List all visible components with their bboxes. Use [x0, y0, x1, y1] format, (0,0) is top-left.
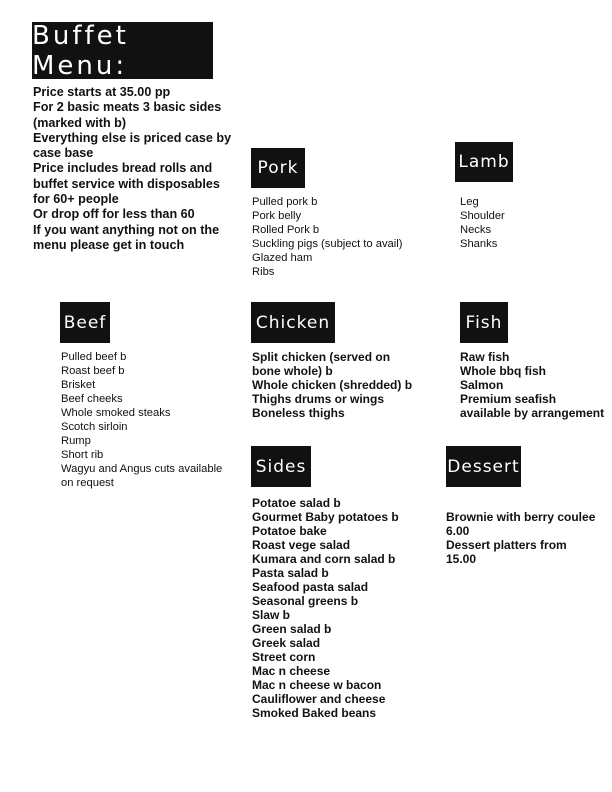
list-item: Thighs drums or wings [252, 392, 385, 406]
list-item: Kumara and corn salad b [252, 552, 396, 566]
list-item: Rump [61, 435, 91, 447]
dessert-heading: Dessert [446, 446, 521, 487]
beef-heading: Beef [60, 302, 110, 343]
list-item: Dessert platters from [446, 538, 567, 552]
list-item: Smoked Baked beans [252, 706, 377, 720]
fish-heading: Fish [460, 302, 508, 343]
intro-text [33, 85, 231, 253]
list-item: Seafood pasta salad [252, 580, 369, 594]
list-item: Mac n cheese w bacon [252, 678, 382, 692]
list-item: Salmon [460, 378, 504, 392]
pork-list [252, 195, 402, 279]
list-item: Premium seafish [460, 392, 557, 406]
fish-list [460, 350, 604, 420]
sides-heading: Sides [251, 446, 311, 487]
lamb-heading: Lamb [455, 142, 513, 182]
list-item: available by arrangement [460, 406, 605, 420]
sides-list [252, 496, 399, 720]
list-item: Roast vege salad [252, 538, 351, 552]
list-item: Leg [460, 196, 479, 208]
list-item: Suckling pigs (subject to avail) [252, 238, 403, 250]
menu-title: Buffet Menu: [32, 22, 213, 79]
intro-line: buffet service with disposables [33, 176, 220, 191]
list-item: Glazed ham [252, 252, 313, 264]
list-item: Green salad b [252, 622, 332, 636]
dessert-list [446, 510, 595, 566]
list-item: Seasonal greens b [252, 594, 359, 608]
chicken-heading: Chicken [251, 302, 335, 343]
list-item: Gourmet Baby potatoes b [252, 510, 399, 524]
lamb-list [460, 195, 505, 251]
list-item: on request [61, 477, 114, 489]
intro-line: Or drop off for less than 60 [33, 207, 195, 222]
intro-line: Price includes bread rolls and [33, 161, 213, 176]
intro-line: If you want anything not on the [33, 222, 220, 237]
list-item: Pulled beef b [61, 351, 127, 363]
list-item: Whole chicken (shredded) b [252, 378, 413, 392]
list-item: Slaw b [252, 608, 291, 622]
intro-line: Price starts at 35.00 pp [33, 85, 171, 99]
list-item: Street corn [252, 650, 316, 664]
intro-line: for 60+ people [33, 192, 119, 207]
list-item: Scotch sirloin [61, 421, 128, 433]
list-item: 15.00 [446, 552, 477, 566]
intro-line: (marked with b) [33, 115, 127, 130]
list-item: Shoulder [460, 210, 505, 222]
intro-line: For 2 basic meats 3 basic sides [33, 100, 222, 115]
list-item: 6.00 [446, 524, 470, 538]
list-item: Ribs [252, 266, 275, 278]
list-item: Mac n cheese [252, 664, 331, 678]
chicken-list [252, 350, 412, 420]
list-item: Necks [460, 224, 492, 236]
list-item: Short rib [61, 449, 104, 461]
intro-line: Everything else is priced case by [33, 130, 232, 145]
list-item: Pork belly [252, 210, 302, 222]
pork-heading: Pork [251, 148, 305, 188]
list-item: Potatoe salad b [252, 496, 341, 510]
list-item: Boneless thighs [252, 406, 345, 420]
list-item: Cauliflower and cheese [252, 692, 386, 706]
list-item: Beef cheeks [61, 393, 123, 405]
list-item: Shanks [460, 238, 498, 250]
intro-line: case base [33, 146, 94, 161]
intro-line: menu please get in touch [33, 237, 185, 252]
list-item: Whole smoked steaks [61, 407, 171, 419]
list-item: Brownie with berry coulee [446, 510, 596, 524]
list-item: bone whole) b [252, 364, 333, 378]
list-item: Roast beef b [61, 365, 125, 377]
list-item: Pasta salad b [252, 566, 329, 580]
list-item: Split chicken (served on [252, 350, 391, 364]
list-item: Raw fish [460, 350, 510, 364]
list-item: Pulled pork b [252, 196, 318, 208]
list-item: Brisket [61, 379, 96, 391]
list-item: Rolled Pork b [252, 224, 320, 236]
list-item: Greek salad [252, 636, 321, 650]
list-item: Wagyu and Angus cuts available [61, 463, 223, 475]
list-item: Whole bbq fish [460, 364, 546, 378]
beef-list [61, 350, 222, 490]
list-item: Potatoe bake [252, 524, 327, 538]
